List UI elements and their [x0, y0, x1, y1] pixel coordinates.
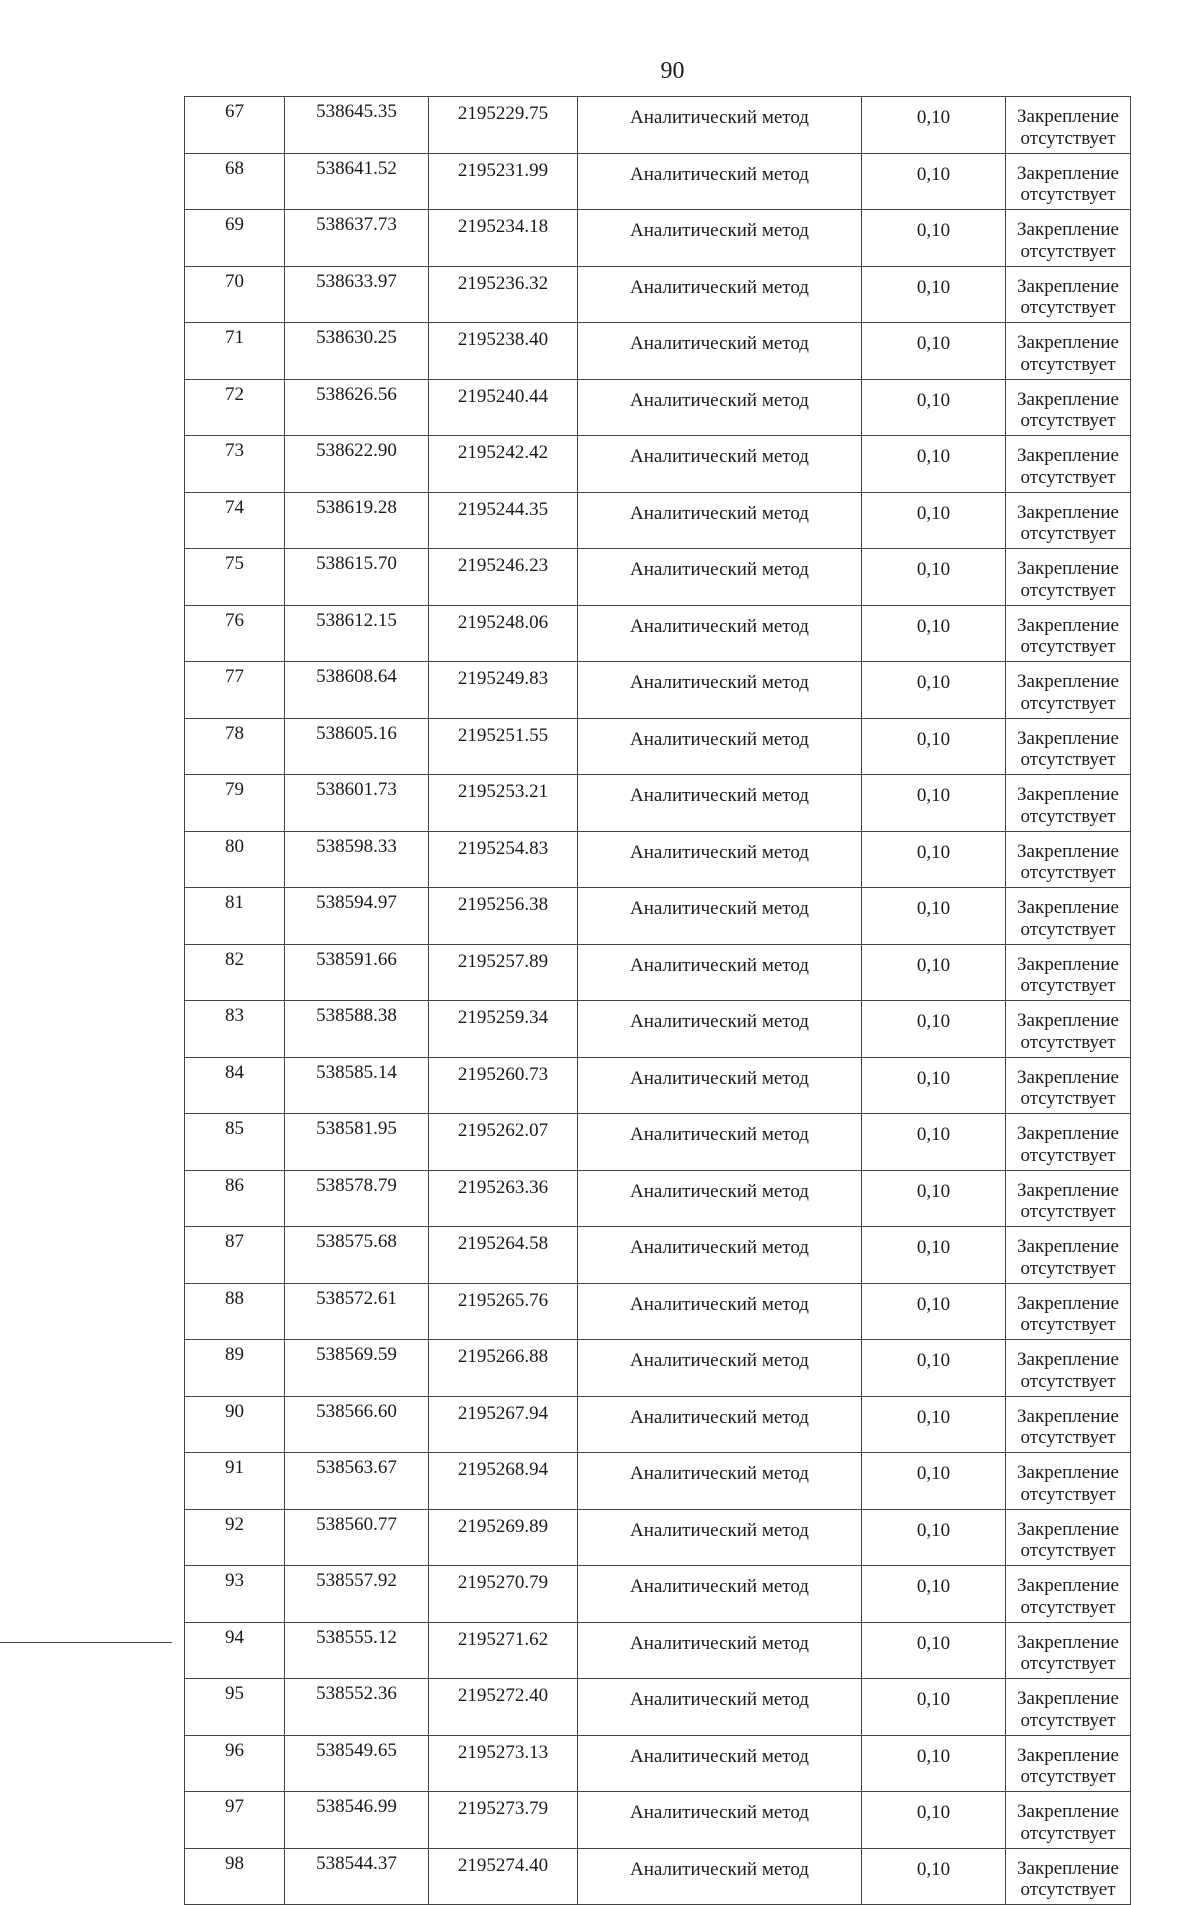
table-row: [185, 266, 1131, 323]
accuracy-cell: 0,10: [862, 1453, 1006, 1510]
coordinate-x-cell: 538630.25: [285, 323, 429, 380]
coordinate-y-cell: 2195248.06: [429, 605, 578, 662]
coordinate-y-cell: 2195257.89: [429, 944, 578, 1001]
point-number-cell: 77: [185, 662, 285, 719]
accuracy-cell: 0,10: [862, 775, 1006, 832]
coordinate-x-cell: 538594.97: [285, 888, 429, 945]
point-number-cell: 83: [185, 1001, 285, 1058]
table-row: [185, 1057, 1131, 1114]
coordinate-x-cell: 538641.52: [285, 153, 429, 210]
coordinate-y-cell: 2195272.40: [429, 1679, 578, 1736]
coordinate-y-cell: 2195267.94: [429, 1396, 578, 1453]
accuracy-cell: 0,10: [862, 1227, 1006, 1284]
fixation-cell: Закрепление отсутствует: [1006, 210, 1131, 267]
fixation-cell: Закрепление отсутствует: [1006, 97, 1131, 154]
method-cell: Аналитический метод: [578, 1622, 862, 1679]
coordinate-y-cell: 2195246.23: [429, 549, 578, 606]
table-row: [185, 1566, 1131, 1623]
coordinate-x-cell: 538549.65: [285, 1735, 429, 1792]
point-number-cell: 92: [185, 1509, 285, 1566]
coordinate-y-cell: 2195251.55: [429, 718, 578, 775]
coordinate-x-cell: 538637.73: [285, 210, 429, 267]
fixation-cell: Закрепление отсутствует: [1006, 323, 1131, 380]
table-row: [185, 1509, 1131, 1566]
accuracy-cell: 0,10: [862, 1679, 1006, 1736]
accuracy-cell: 0,10: [862, 944, 1006, 1001]
fixation-cell: Закрепление отсутствует: [1006, 1396, 1131, 1453]
point-number-cell: 84: [185, 1057, 285, 1114]
footnote-rule: [0, 1642, 172, 1643]
accuracy-cell: 0,10: [862, 436, 1006, 493]
table-row: [185, 153, 1131, 210]
coordinate-y-cell: 2195271.62: [429, 1622, 578, 1679]
coordinate-y-cell: 2195268.94: [429, 1453, 578, 1510]
fixation-cell: Закрепление отсутствует: [1006, 1057, 1131, 1114]
table-row: [185, 888, 1131, 945]
accuracy-cell: 0,10: [862, 1001, 1006, 1058]
accuracy-cell: 0,10: [862, 1057, 1006, 1114]
method-cell: Аналитический метод: [578, 775, 862, 832]
fixation-cell: Закрепление отсутствует: [1006, 1114, 1131, 1171]
fixation-cell: Закрепление отсутствует: [1006, 831, 1131, 888]
method-cell: Аналитический метод: [578, 436, 862, 493]
page-number: 90: [660, 58, 685, 84]
coordinate-y-cell: 2195231.99: [429, 153, 578, 210]
fixation-cell: Закрепление отсутствует: [1006, 662, 1131, 719]
accuracy-cell: 0,10: [862, 1114, 1006, 1171]
coordinate-y-cell: 2195263.36: [429, 1170, 578, 1227]
point-number-cell: 78: [185, 718, 285, 775]
fixation-cell: Закрепление отсутствует: [1006, 1509, 1131, 1566]
coordinates-table: [184, 96, 1131, 1905]
coordinate-y-cell: 2195244.35: [429, 492, 578, 549]
point-number-cell: 93: [185, 1566, 285, 1623]
accuracy-cell: 0,10: [862, 1283, 1006, 1340]
fixation-cell: Закрепление отсутствует: [1006, 1340, 1131, 1397]
table-row: [185, 1227, 1131, 1284]
coordinate-x-cell: 538544.37: [285, 1848, 429, 1905]
accuracy-cell: 0,10: [862, 1509, 1006, 1566]
method-cell: Аналитический метод: [578, 210, 862, 267]
point-number-cell: 70: [185, 266, 285, 323]
coordinate-x-cell: 538572.61: [285, 1283, 429, 1340]
accuracy-cell: 0,10: [862, 662, 1006, 719]
table-row: [185, 1679, 1131, 1736]
coordinate-y-cell: 2195236.32: [429, 266, 578, 323]
fixation-cell: Закрепление отсутствует: [1006, 1735, 1131, 1792]
method-cell: Аналитический метод: [578, 1340, 862, 1397]
fixation-cell: Закрепление отсутствует: [1006, 1283, 1131, 1340]
coordinate-x-cell: 538557.92: [285, 1566, 429, 1623]
method-cell: Аналитический метод: [578, 605, 862, 662]
method-cell: Аналитический метод: [578, 1509, 862, 1566]
table-row: [185, 1453, 1131, 1510]
table-row: [185, 1396, 1131, 1453]
coordinate-y-cell: 2195238.40: [429, 323, 578, 380]
accuracy-cell: 0,10: [862, 492, 1006, 549]
fixation-cell: Закрепление отсутствует: [1006, 1622, 1131, 1679]
fixation-cell: Закрепление отсутствует: [1006, 775, 1131, 832]
point-number-cell: 72: [185, 379, 285, 436]
coordinate-y-cell: 2195260.73: [429, 1057, 578, 1114]
coordinate-x-cell: 538588.38: [285, 1001, 429, 1058]
fixation-cell: Закрепление отсутствует: [1006, 436, 1131, 493]
coordinate-x-cell: 538591.66: [285, 944, 429, 1001]
point-number-cell: 75: [185, 549, 285, 606]
point-number-cell: 98: [185, 1848, 285, 1905]
coordinate-y-cell: 2195229.75: [429, 97, 578, 154]
point-number-cell: 85: [185, 1114, 285, 1171]
coordinate-x-cell: 538622.90: [285, 436, 429, 493]
accuracy-cell: 0,10: [862, 1340, 1006, 1397]
point-number-cell: 80: [185, 831, 285, 888]
method-cell: Аналитический метод: [578, 1566, 862, 1623]
table-row: [185, 944, 1131, 1001]
table-row: [185, 662, 1131, 719]
coordinate-y-cell: 2195253.21: [429, 775, 578, 832]
point-number-cell: 76: [185, 605, 285, 662]
point-number-cell: 81: [185, 888, 285, 945]
coordinate-x-cell: 538546.99: [285, 1792, 429, 1849]
table-row: [185, 379, 1131, 436]
coordinate-y-cell: 2195269.89: [429, 1509, 578, 1566]
table-row: [185, 1114, 1131, 1171]
point-number-cell: 94: [185, 1622, 285, 1679]
point-number-cell: 74: [185, 492, 285, 549]
fixation-cell: Закрепление отсутствует: [1006, 1848, 1131, 1905]
method-cell: Аналитический метод: [578, 492, 862, 549]
method-cell: Аналитический метод: [578, 888, 862, 945]
point-number-cell: 86: [185, 1170, 285, 1227]
coordinate-x-cell: 538612.15: [285, 605, 429, 662]
accuracy-cell: 0,10: [862, 831, 1006, 888]
method-cell: Аналитический метод: [578, 944, 862, 1001]
accuracy-cell: 0,10: [862, 549, 1006, 606]
table-row: [185, 1735, 1131, 1792]
method-cell: Аналитический метод: [578, 266, 862, 323]
point-number-cell: 89: [185, 1340, 285, 1397]
fixation-cell: Закрепление отсутствует: [1006, 1792, 1131, 1849]
coordinate-x-cell: 538601.73: [285, 775, 429, 832]
fixation-cell: Закрепление отсутствует: [1006, 1566, 1131, 1623]
table-row: [185, 831, 1131, 888]
point-number-cell: 95: [185, 1679, 285, 1736]
point-number-cell: 97: [185, 1792, 285, 1849]
accuracy-cell: 0,10: [862, 605, 1006, 662]
coordinate-x-cell: 538578.79: [285, 1170, 429, 1227]
table-row: [185, 775, 1131, 832]
coordinate-x-cell: 538633.97: [285, 266, 429, 323]
coordinate-x-cell: 538585.14: [285, 1057, 429, 1114]
point-number-cell: 73: [185, 436, 285, 493]
coordinate-y-cell: 2195249.83: [429, 662, 578, 719]
accuracy-cell: 0,10: [862, 1735, 1006, 1792]
coordinate-x-cell: 538555.12: [285, 1622, 429, 1679]
method-cell: Аналитический метод: [578, 1792, 862, 1849]
coordinate-x-cell: 538605.16: [285, 718, 429, 775]
point-number-cell: 96: [185, 1735, 285, 1792]
method-cell: Аналитический метод: [578, 153, 862, 210]
table-row: [185, 492, 1131, 549]
method-cell: Аналитический метод: [578, 1227, 862, 1284]
coordinate-x-cell: 538575.68: [285, 1227, 429, 1284]
method-cell: Аналитический метод: [578, 662, 862, 719]
method-cell: Аналитический метод: [578, 1001, 862, 1058]
coordinate-y-cell: 2195240.44: [429, 379, 578, 436]
coordinate-y-cell: 2195242.42: [429, 436, 578, 493]
table-row: [185, 1622, 1131, 1679]
accuracy-cell: 0,10: [862, 1566, 1006, 1623]
method-cell: Аналитический метод: [578, 1396, 862, 1453]
method-cell: Аналитический метод: [578, 1283, 862, 1340]
accuracy-cell: 0,10: [862, 379, 1006, 436]
coordinate-y-cell: 2195254.83: [429, 831, 578, 888]
accuracy-cell: 0,10: [862, 888, 1006, 945]
point-number-cell: 69: [185, 210, 285, 267]
accuracy-cell: 0,10: [862, 323, 1006, 380]
coordinates-table-body: [185, 97, 1131, 1905]
accuracy-cell: 0,10: [862, 1170, 1006, 1227]
method-cell: Аналитический метод: [578, 1057, 862, 1114]
fixation-cell: Закрепление отсутствует: [1006, 1679, 1131, 1736]
coordinate-y-cell: 2195273.13: [429, 1735, 578, 1792]
accuracy-cell: 0,10: [862, 718, 1006, 775]
method-cell: Аналитический метод: [578, 1114, 862, 1171]
table-row: [185, 210, 1131, 267]
coordinate-y-cell: 2195274.40: [429, 1848, 578, 1905]
method-cell: Аналитический метод: [578, 718, 862, 775]
accuracy-cell: 0,10: [862, 1848, 1006, 1905]
coordinate-x-cell: 538626.56: [285, 379, 429, 436]
table-row: [185, 1001, 1131, 1058]
fixation-cell: Закрепление отсутствует: [1006, 944, 1131, 1001]
coordinate-y-cell: 2195270.79: [429, 1566, 578, 1623]
point-number-cell: 90: [185, 1396, 285, 1453]
table-row: [185, 1340, 1131, 1397]
point-number-cell: 71: [185, 323, 285, 380]
accuracy-cell: 0,10: [862, 153, 1006, 210]
coordinate-y-cell: 2195266.88: [429, 1340, 578, 1397]
method-cell: Аналитический метод: [578, 379, 862, 436]
point-number-cell: 67: [185, 97, 285, 154]
coordinate-y-cell: 2195264.58: [429, 1227, 578, 1284]
coordinate-x-cell: 538608.64: [285, 662, 429, 719]
coordinate-x-cell: 538566.60: [285, 1396, 429, 1453]
coordinate-x-cell: 538563.67: [285, 1453, 429, 1510]
table-row: [185, 718, 1131, 775]
point-number-cell: 88: [185, 1283, 285, 1340]
coordinate-x-cell: 538569.59: [285, 1340, 429, 1397]
coordinate-x-cell: 538552.36: [285, 1679, 429, 1736]
table-row: [185, 323, 1131, 380]
accuracy-cell: 0,10: [862, 1792, 1006, 1849]
fixation-cell: Закрепление отсутствует: [1006, 888, 1131, 945]
fixation-cell: Закрепление отсутствует: [1006, 1227, 1131, 1284]
fixation-cell: Закрепление отсутствует: [1006, 153, 1131, 210]
accuracy-cell: 0,10: [862, 97, 1006, 154]
fixation-cell: Закрепление отсутствует: [1006, 1453, 1131, 1510]
coordinate-x-cell: 538598.33: [285, 831, 429, 888]
point-number-cell: 68: [185, 153, 285, 210]
fixation-cell: Закрепление отсутствует: [1006, 266, 1131, 323]
table-row: [185, 549, 1131, 606]
fixation-cell: Закрепление отсутствует: [1006, 379, 1131, 436]
coordinate-x-cell: 538581.95: [285, 1114, 429, 1171]
point-number-cell: 87: [185, 1227, 285, 1284]
table-row: [185, 605, 1131, 662]
method-cell: Аналитический метод: [578, 831, 862, 888]
method-cell: Аналитический метод: [578, 1170, 862, 1227]
coordinate-y-cell: 2195234.18: [429, 210, 578, 267]
coordinate-x-cell: 538615.70: [285, 549, 429, 606]
point-number-cell: 82: [185, 944, 285, 1001]
table-row: [185, 97, 1131, 154]
fixation-cell: Закрепление отсутствует: [1006, 718, 1131, 775]
accuracy-cell: 0,10: [862, 1622, 1006, 1679]
accuracy-cell: 0,10: [862, 1396, 1006, 1453]
method-cell: Аналитический метод: [578, 1735, 862, 1792]
method-cell: Аналитический метод: [578, 1848, 862, 1905]
table-row: [185, 1283, 1131, 1340]
table-row: [185, 1170, 1131, 1227]
table-row: [185, 436, 1131, 493]
coordinate-x-cell: 538560.77: [285, 1509, 429, 1566]
fixation-cell: Закрепление отсутствует: [1006, 549, 1131, 606]
method-cell: Аналитический метод: [578, 549, 862, 606]
accuracy-cell: 0,10: [862, 210, 1006, 267]
coordinate-y-cell: 2195273.79: [429, 1792, 578, 1849]
point-number-cell: 79: [185, 775, 285, 832]
fixation-cell: Закрепление отсутствует: [1006, 605, 1131, 662]
fixation-cell: Закрепление отсутствует: [1006, 1001, 1131, 1058]
fixation-cell: Закрепление отсутствует: [1006, 1170, 1131, 1227]
method-cell: Аналитический метод: [578, 323, 862, 380]
coordinate-y-cell: 2195259.34: [429, 1001, 578, 1058]
coordinate-x-cell: 538619.28: [285, 492, 429, 549]
coordinate-x-cell: 538645.35: [285, 97, 429, 154]
method-cell: Аналитический метод: [578, 1453, 862, 1510]
point-number-cell: 91: [185, 1453, 285, 1510]
method-cell: Аналитический метод: [578, 1679, 862, 1736]
table-row: [185, 1848, 1131, 1905]
coordinate-y-cell: 2195262.07: [429, 1114, 578, 1171]
method-cell: Аналитический метод: [578, 97, 862, 154]
accuracy-cell: 0,10: [862, 266, 1006, 323]
fixation-cell: Закрепление отсутствует: [1006, 492, 1131, 549]
table-row: [185, 1792, 1131, 1849]
coordinate-y-cell: 2195256.38: [429, 888, 578, 945]
coordinate-y-cell: 2195265.76: [429, 1283, 578, 1340]
